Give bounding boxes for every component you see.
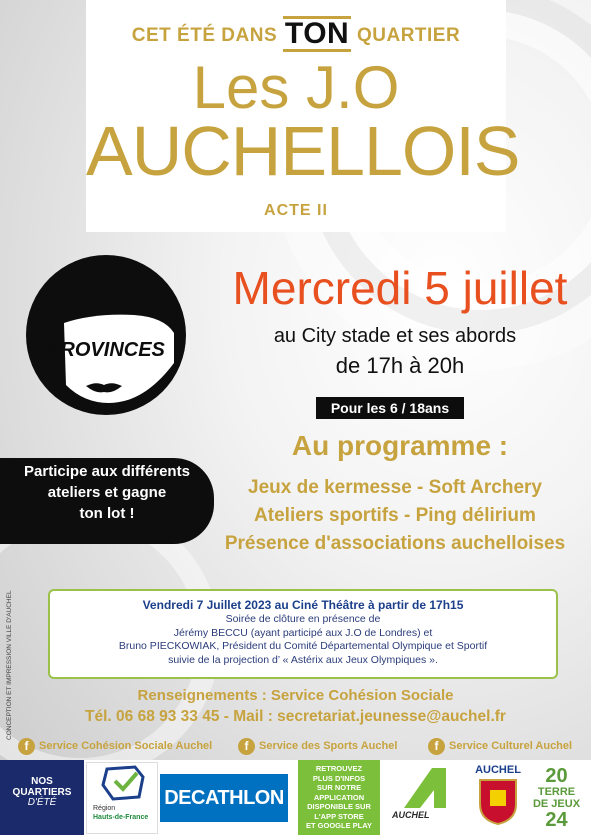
facebook-icon: f <box>238 738 255 755</box>
app-a-icon <box>384 764 466 810</box>
closing-event-line: Bruno PIECKOWIAK, Président du Comité Départemental Olympique et Sportif <box>118 640 488 652</box>
decathlon-logo: DECATHLON <box>160 774 288 822</box>
participe-line: Participe aux différents <box>24 463 190 480</box>
auchel-app-logo <box>384 764 466 832</box>
app-promo <box>298 760 380 835</box>
tagline-after: QUARTIER <box>356 25 461 46</box>
closing-event-line: suivie de la projection d’ « Astérix aux Jeux Olympiques ». <box>168 653 438 666</box>
tagline-before: CET ÉTÉ DANS <box>131 25 278 46</box>
partner-logos <box>0 760 591 835</box>
closing-event-heading: Vendredi 7 Juillet 2023 au Ciné Théâtre à partir de 17h15 <box>142 598 464 612</box>
print-credit: CONCEPTION ET IMPRESSION VILLE D'AUCHEL <box>6 590 13 740</box>
app-line: PLUS D'INFOS <box>312 773 366 783</box>
participe-line: ateliers et gagne <box>47 484 167 501</box>
tdj-line: DE JEUX <box>532 798 581 810</box>
region-line: Région <box>93 805 116 812</box>
closing-event-line: Soirée de clôture en présence de <box>225 613 381 625</box>
app-line: RETROUVEZ <box>315 764 363 773</box>
facebook-icon: f <box>428 738 445 755</box>
tdj-line: TERRE <box>537 786 576 798</box>
terre-de-jeux-logo <box>522 760 591 835</box>
programme-list <box>200 474 590 558</box>
programme-item: Jeux de kermesse - Soft Archery <box>248 477 542 498</box>
social-link-cohesion[interactable] <box>18 737 212 755</box>
contact-renseignements: Renseignements : Service Cohésion Sociale <box>137 687 454 704</box>
social-link-sports[interactable] <box>238 737 397 755</box>
app-line: L'APP STORE <box>314 811 364 821</box>
social-label: Service Cohésion Sociale Auchel <box>39 740 213 752</box>
auchel-crest-icon <box>476 776 520 826</box>
region-map-icon <box>87 763 159 803</box>
closing-event-box <box>48 589 558 679</box>
title-line-2: AUCHELLOIS <box>86 112 520 190</box>
nq-line: NOS <box>31 776 53 787</box>
participe-banner <box>0 458 214 544</box>
provinces-logo <box>24 253 189 418</box>
auchel-label: AUCHEL <box>475 764 521 776</box>
age-badge: Pour les 6 / 18ans <box>316 397 464 419</box>
acte-label: ACTE II <box>264 202 328 219</box>
participe-line: ton lot ! <box>79 505 135 522</box>
facebook-icon: f <box>18 738 35 755</box>
app-logo-text: AUCHEL <box>392 810 430 820</box>
programme-item: Présence d'associations auchelloises <box>224 533 566 554</box>
app-line: DISPONIBLE SUR <box>307 802 371 811</box>
nos-quartiers-logo <box>0 760 84 835</box>
app-line: APPLICATION <box>313 792 365 802</box>
event-date: Mercredi 5 juillet <box>232 262 568 314</box>
nq-line: QUARTIERS <box>12 787 72 798</box>
auchel-city-logo <box>472 764 524 829</box>
title-line-1: Les J.O <box>192 54 400 121</box>
closing-event-line: Jérémy BECCU (ayant participé aux J.O de Londres) et <box>173 626 433 639</box>
region-logo <box>86 762 158 834</box>
app-line: ET GOOGLE PLAY <box>306 821 372 830</box>
nq-line: D'ÉTÉ <box>27 797 57 808</box>
social-label: Service Culturel Auchel <box>449 740 573 752</box>
app-line: SUR NOTRE <box>316 783 362 792</box>
tdj-number: 24 <box>545 809 568 831</box>
social-label: Service des Sports Auchel <box>259 740 398 752</box>
event-hours: de 17h à 20h <box>335 353 465 378</box>
programme-item: Ateliers sportifs - Ping délirium <box>254 505 536 526</box>
event-place: au City stade et ses abords <box>273 325 517 347</box>
tagline <box>86 16 506 52</box>
social-link-culturel[interactable] <box>428 737 572 755</box>
contact-phone-mail: Tél. 06 68 93 33 45 - Mail : secretariat.jeunesse@auchel.fr <box>85 708 506 725</box>
region-line: Hauts-de-France <box>93 814 149 821</box>
provinces-label: PROVINCES <box>47 339 165 361</box>
tagline-ton: TON <box>284 17 350 50</box>
title-header <box>86 0 520 232</box>
tdj-number: 20 <box>545 765 568 787</box>
programme-title: Au programme : <box>291 430 509 461</box>
